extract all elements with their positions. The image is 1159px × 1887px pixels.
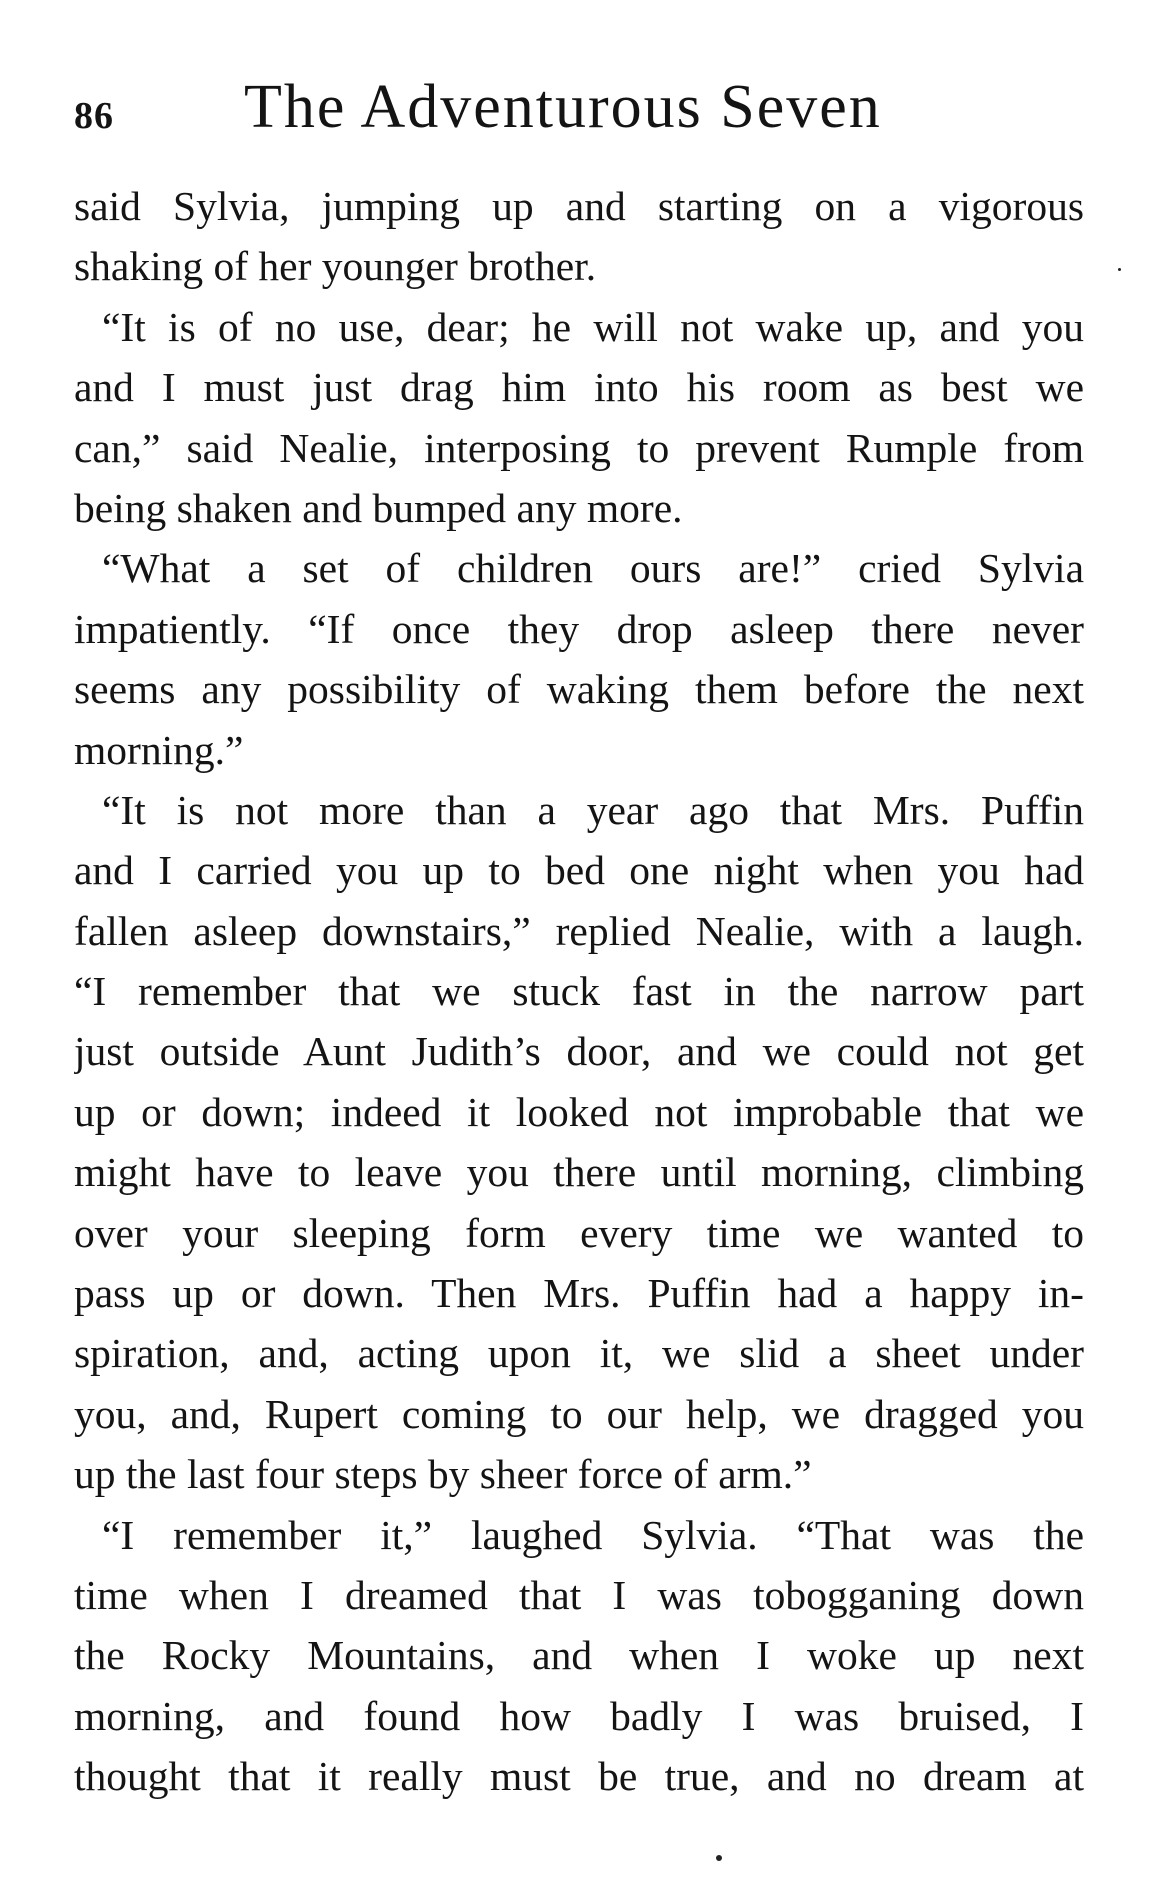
text-line: up the last four steps by sheer force of arm.” (74, 1451, 812, 1498)
text-line: “I remember that we stuck fast in the narrow part (74, 968, 1084, 1015)
text-line: “What a set of children ours are!” cried Sylvia (102, 545, 1084, 592)
text-line: over your sleeping form every time we wanted to (74, 1209, 1084, 1256)
text-line: might have to leave you there until morning, climbing (74, 1149, 1084, 1196)
text-line: morning, and found how badly I was bruised, I (74, 1692, 1084, 1739)
text-line: up or down; indeed it looked not improbable that we (74, 1088, 1084, 1135)
text-line: you, and, Rupert coming to our help, we dragged you (74, 1390, 1084, 1437)
print-speck (1118, 268, 1121, 271)
text-line: the Rocky Mountains, and when I woke up next (74, 1632, 1084, 1679)
body-text (74, 176, 1084, 1807)
text-line: just outside Aunt Judith’s door, and we could not get (74, 1028, 1084, 1075)
text-line: morning.” (74, 726, 244, 773)
text-line: “I remember it,” laughed Sylvia. “That was the (102, 1511, 1084, 1558)
text-line: seems any possibility of waking them before the next (74, 666, 1084, 713)
text-line: fallen asleep downstairs,” replied Nealie, with a laugh. (74, 907, 1084, 954)
text-line: shaking of her younger brother. (74, 243, 597, 290)
print-speck (716, 1855, 722, 1861)
text-line: pass up or down. Then Mrs. Puffin had a happy in- (74, 1270, 1084, 1317)
text-line: and I must just drag him into his room as best we (74, 364, 1084, 411)
text-line: spiration, and, acting upon it, we slid a sheet under (74, 1330, 1084, 1377)
running-title: The Adventurous Seven (244, 73, 882, 141)
text-line: thought that it really must be true, and no dream at (74, 1753, 1084, 1800)
page-number: 86 (74, 95, 114, 137)
text-line: said Sylvia, jumping up and starting on a vigorous (74, 183, 1084, 229)
text-line: can,” said Nealie, interposing to prevent Rumple from (74, 424, 1084, 471)
page-header (74, 72, 1084, 152)
text-line: time when I dreamed that I was tobogganing down (74, 1571, 1084, 1618)
text-line: being shaken and bumped any more. (74, 484, 683, 531)
text-line: “It is of no use, dear; he will not wake up, and you (102, 303, 1084, 350)
text-line: “It is not more than a year ago that Mrs. Puffin (102, 786, 1084, 833)
text-line: impatiently. “If once they drop asleep there never (74, 605, 1084, 652)
text-line: and I carried you up to bed one night when you had (74, 847, 1084, 894)
